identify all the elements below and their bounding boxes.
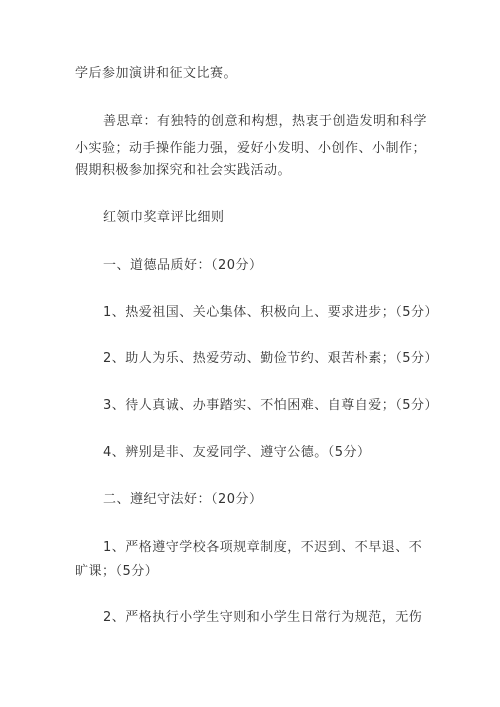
section-discipline: 二、遵纪守法好：（20分） xyxy=(103,492,263,507)
item-discipline-2: 2、严格执行小学生守则和小学生日常行为规范，无伤 xyxy=(103,610,423,625)
section-moral-quality: 一、道德品质好：（20分） xyxy=(103,258,263,273)
item-moral-2: 2、助人为乐、热爱劳动、勤俭节约、艰苦朴素；（5分） xyxy=(103,351,439,366)
text-line-holiday-activities: 假期积极参加探究和社会实践活动。 xyxy=(75,163,292,178)
item-discipline-1: 1、严格遵守学校各项规章制度，不迟到、不早退、不 xyxy=(103,540,423,555)
item-moral-1: 1、热爱祖国、关心集体、积极向上、要求进步；（5分） xyxy=(103,305,439,320)
text-line-good-thinking-badge: 善思章：有独特的创意和构想，热衷于创造发明和科学 xyxy=(103,114,428,129)
item-moral-4: 4、辨别是非、友爱同学、遵守公德。（5分） xyxy=(103,445,371,460)
text-line-hands-on: 小实验；动手操作能力强，爱好小发明、小创作、小制作； xyxy=(75,141,427,156)
item-moral-3: 3、待人真诚、办事踏实、不怕困难、自尊自爱；（5分） xyxy=(103,398,439,413)
item-discipline-1-cont: 旷课；（5分） xyxy=(75,564,159,579)
section-heading-rules: 红领巾奖章评比细则 xyxy=(103,210,225,225)
text-line-sign-up-contests: 学后参加演讲和征文比赛。 xyxy=(75,66,238,81)
